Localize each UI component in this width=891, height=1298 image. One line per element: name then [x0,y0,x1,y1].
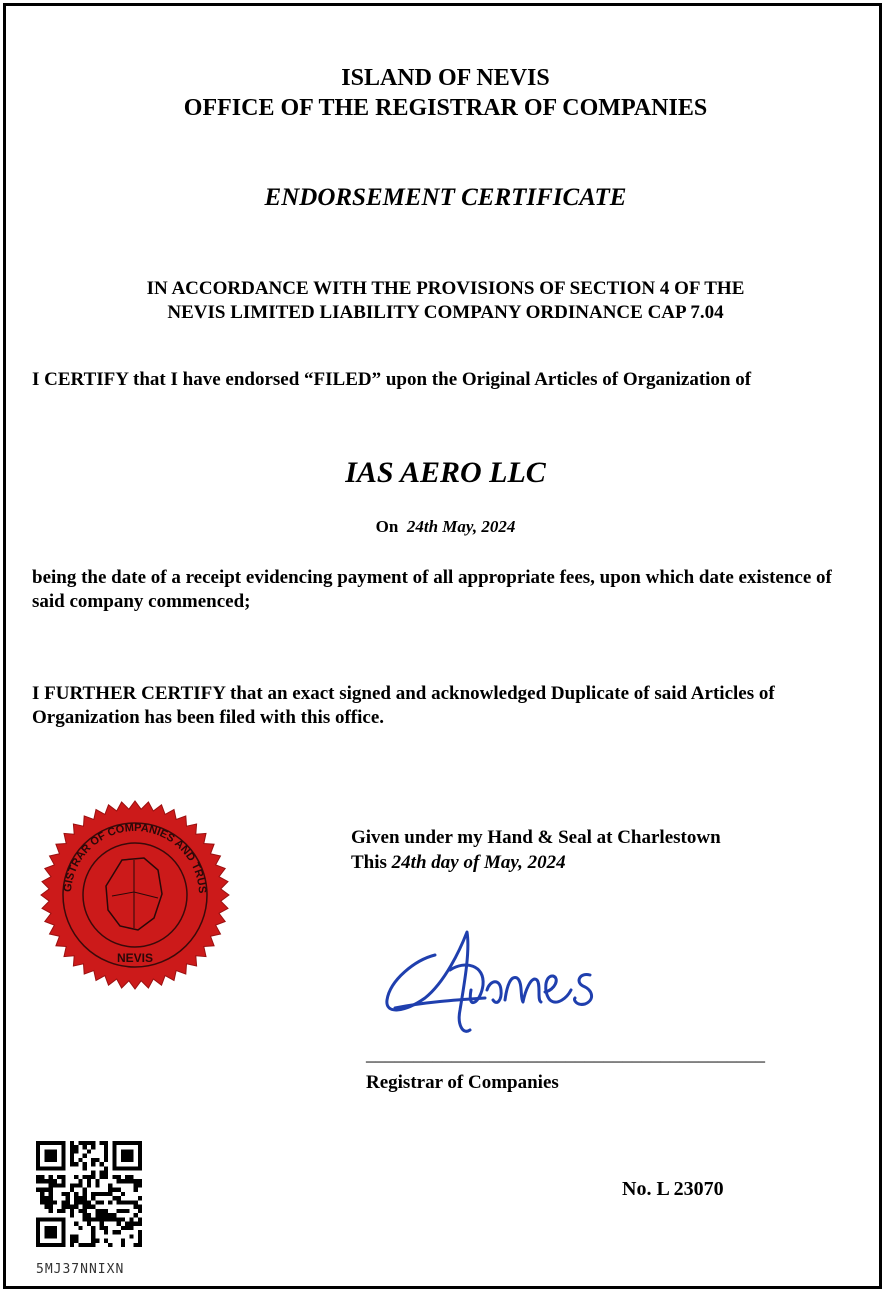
given-date-line [351,851,566,875]
registrar-seal [40,798,230,992]
qr-code [36,1141,142,1247]
date-prefix: On [375,517,399,536]
certificate-number: No. L 23070 [622,1178,724,1200]
signatory-title: Registrar of Companies [366,1072,559,1093]
provision-line-1: IN ACCORDANCE WITH THE PROVISIONS OF SECTION 4 OF THE [146,278,745,299]
header-island: ISLAND OF NEVIS [341,65,550,91]
filing-date: 24th May, 2024 [406,517,516,536]
seal-ring-text: GISTRAR OF COMPANIES AND TRUS [61,821,209,894]
receipt-statement: being the date of a receipt evidencing payment of all appropriate fees, upon which date existence of said company commenced; [32,567,832,612]
filing-date-line [0,517,891,537]
further-certify-statement: I FURTHER CERTIFY that an exact signed and acknowledged Duplicate of said Articles of Organization has been filed with this office. [32,683,775,728]
given-under-hand: Given under my Hand & Seal at Charlestown [351,827,721,848]
seal-bottom-text: NEVIS [116,951,154,965]
qr-code-label: 5MJ37NNIXN [36,1262,125,1277]
given-date: 24th day of May, 2024 [391,852,566,873]
header-office: OFFICE OF THE REGISTRAR OF COMPANIES [183,95,708,121]
provision-line-2: NEVIS LIMITED LIABILITY COMPANY ORDINANCE CAP 7.04 [167,302,724,323]
certify-statement: I CERTIFY that I have endorsed “FILED” upon the Original Articles of Organization of [32,369,752,390]
registrar-signature [375,920,615,1050]
certificate-title: ENDORSEMENT CERTIFICATE [264,184,627,211]
given-this: This [351,852,387,873]
signature-line: __________________________________________ [366,1044,765,1065]
company-name: IAS AERO LLC [345,456,546,489]
